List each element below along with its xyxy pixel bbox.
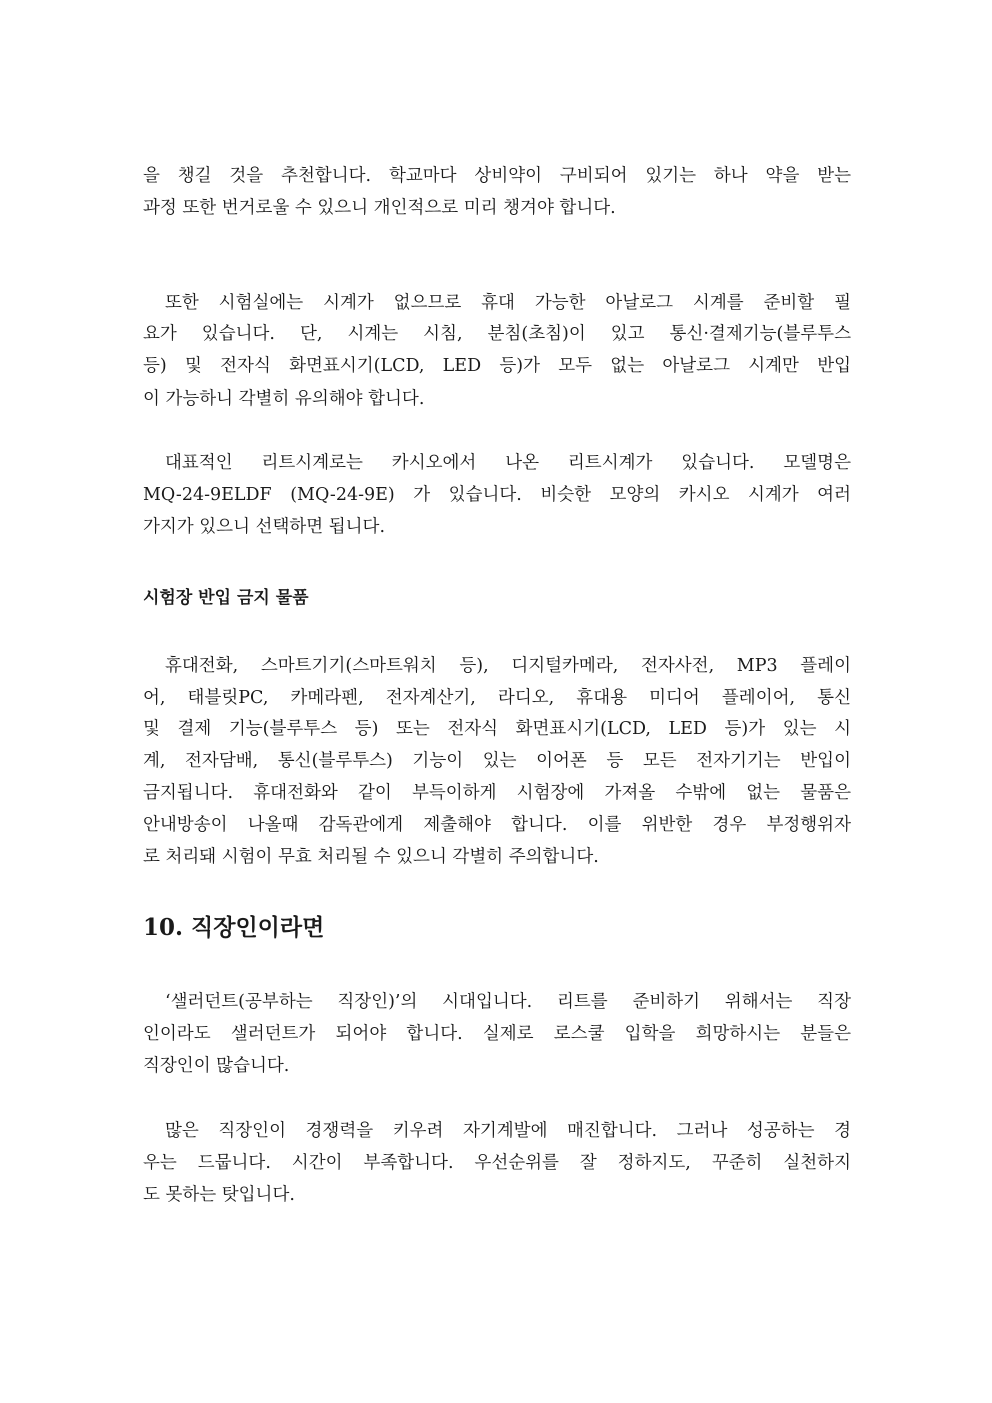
- paragraph-4-line-6: 안내방송이 나올때 감독관에게 제출해야 합니다. 이를 위반한 경우 부정행위자: [143, 815, 851, 835]
- paragraph-2-line-2: 요가 있습니다. 단, 시계는 시침, 분침(초침)이 있고 통신·결제기능(블루투스: [143, 324, 851, 344]
- paragraph-5-line-1: ‘샐러던트(공부하는 직장인)’의 시대입니다. 리트를 준비하기 위해서는 직장: [165, 992, 851, 1012]
- paragraph-4-line-3: 및 결제 기능(블루투스 등) 또는 전자식 화면표시기(LCD, LED 등)가 있는 시: [143, 719, 851, 739]
- paragraph-1-line-2: 과정 또한 번거로울 수 있으니 개인적으로 미리 챙겨야 합니다.: [143, 198, 616, 218]
- paragraph-6-line-2: 우는 드뭅니다. 시간이 부족합니다. 우선순위를 잘 정하지도, 꾸준히 실천하지: [143, 1153, 851, 1173]
- paragraph-4-line-4: 계, 전자담배, 통신(블루투스) 기능이 있는 이어폰 등 모든 전자기기는 반입이: [143, 751, 851, 771]
- paragraph-5-line-2: 인이라도 샐러던트가 되어야 합니다. 실제로 로스쿨 입학을 희망하시는 분들은: [143, 1024, 851, 1044]
- paragraph-2-line-1: 또한 시험실에는 시계가 없으므로 휴대 가능한 아날로그 시계를 준비할 필: [165, 293, 851, 313]
- paragraph-4-line-7: 로 처리돼 시험이 무효 처리될 수 있으니 각별히 주의합니다.: [143, 847, 599, 867]
- section-heading: 10. 직장인이라면: [143, 914, 325, 941]
- section-subheading: 시험장 반입 금지 물품: [143, 588, 309, 608]
- paragraph-4-line-2: 어, 태블릿PC, 카메라펜, 전자계산기, 라디오, 휴대용 미디어 플레이어, 통신: [143, 688, 851, 708]
- paragraph-3-line-1: 대표적인 리트시계로는 카시오에서 나온 리트시계가 있습니다. 모델명은: [165, 453, 851, 473]
- paragraph-2-line-4: 이 가능하니 각별히 유의해야 합니다.: [143, 389, 425, 409]
- paragraph-6-line-1: 많은 직장인이 경쟁력을 키우려 자기계발에 매진합니다. 그러나 성공하는 경: [165, 1121, 851, 1141]
- paragraph-4-line-1: 휴대전화, 스마트기기(스마트워치 등), 디지털카메라, 전자사전, MP3 플레이: [165, 656, 851, 676]
- paragraph-3-line-3: 가지가 있으니 선택하면 됩니다.: [143, 517, 386, 537]
- paragraph-2-line-3: 등) 및 전자식 화면표시기(LCD, LED 등)가 모두 없는 아날로그 시계만 반입: [143, 356, 851, 376]
- paragraph-4-line-5: 금지됩니다. 휴대전화와 같이 부득이하게 시험장에 가져올 수밖에 없는 물품은: [143, 783, 851, 803]
- paragraph-6-line-3: 도 못하는 탓입니다.: [143, 1185, 295, 1205]
- paragraph-5-line-3: 직장인이 많습니다.: [143, 1056, 290, 1076]
- paragraph-1-line-1: 을 챙길 것을 추천합니다. 학교마다 상비약이 구비되어 있기는 하나 약을 받는: [143, 166, 851, 186]
- paragraph-3-line-2: MQ-24-9ELDF (MQ-24-9E) 가 있습니다. 비슷한 모양의 카시오 시계가 여러: [143, 485, 851, 505]
